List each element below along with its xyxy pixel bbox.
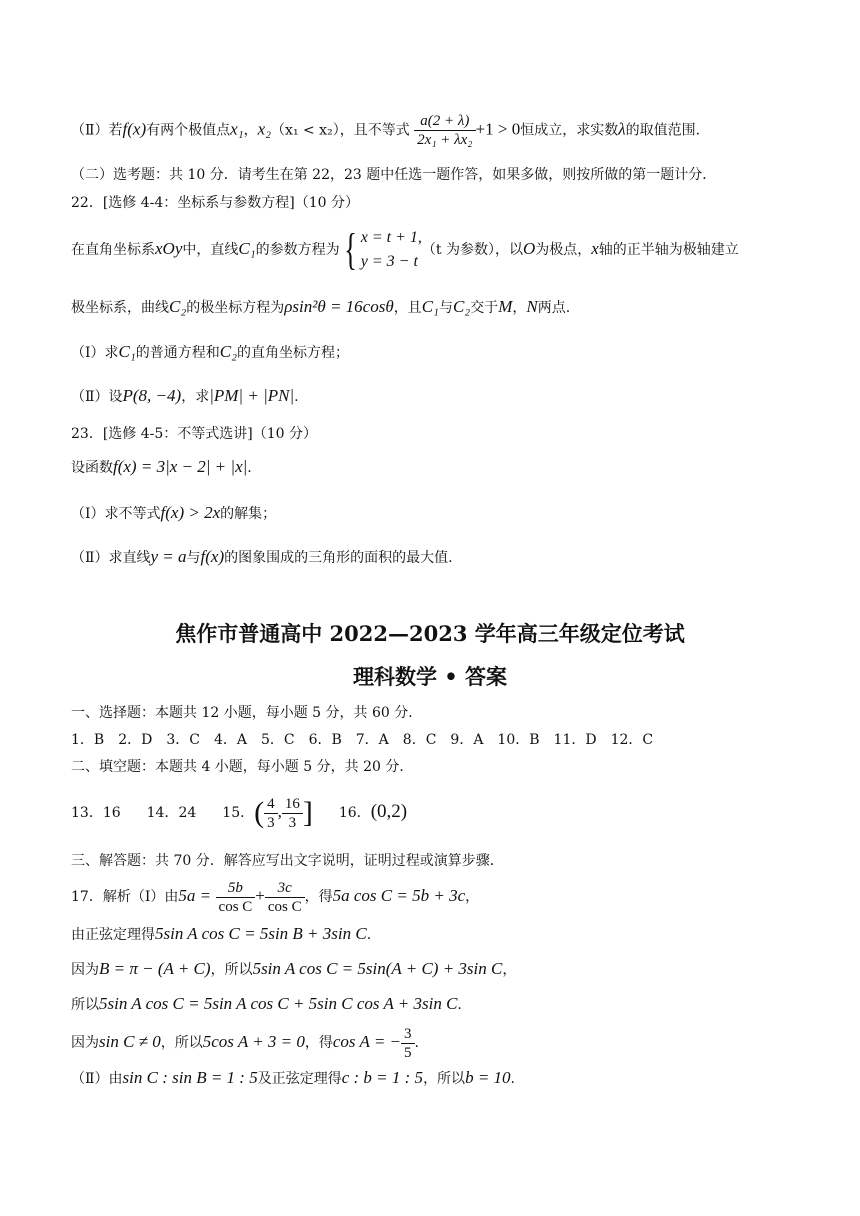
math-C2: C₂ — [452, 297, 471, 316]
math: + — [255, 886, 265, 905]
text: ，得 — [304, 889, 333, 905]
text: 因为 — [71, 1035, 99, 1051]
text: 15． — [222, 805, 255, 821]
math-abs: |PM| + |PN| — [209, 386, 295, 405]
text: 有两个极值点 — [146, 122, 231, 139]
text: 的图象围成的三角形的面积的最大值. — [224, 550, 453, 566]
math: c : b = 1 : 5 — [341, 1068, 424, 1087]
s17-line3 — [71, 959, 516, 980]
text: . — [366, 927, 372, 943]
ans-section2-header: 二、填空题：本题共 4 小题，每小题 5 分，共 20 分． — [71, 759, 414, 775]
text: ，所以 — [210, 962, 253, 978]
text: 由正弦定理得 — [71, 927, 155, 943]
text: 在直角坐标系 — [71, 242, 155, 258]
q23-line1 — [71, 457, 252, 478]
math-C2: C₂ — [169, 297, 187, 316]
q21-part2-line — [71, 112, 700, 149]
text: 两点. — [537, 300, 571, 316]
fraction: $\frac{3}{5}$ — [401, 1025, 415, 1062]
s17-line4 — [71, 994, 462, 1015]
s17-line1 — [71, 876, 479, 917]
math: B = π − (A + C) — [99, 959, 211, 978]
text: 因为 — [71, 962, 99, 978]
s17-line2 — [71, 924, 371, 945]
fraction: $\frac{a(2 + \lambda)}{\text{2x₁ + λx₂}}$ — [414, 112, 475, 149]
text: 14．24 — [146, 805, 197, 821]
text: （Ⅱ）若 — [71, 122, 123, 139]
math: sin C : sin B = 1 : 5 — [122, 1068, 258, 1087]
text: ， — [243, 122, 258, 139]
math: b = 10 — [465, 1068, 511, 1087]
text: ，且不等式 — [339, 122, 410, 139]
text: . — [414, 1035, 419, 1051]
section-2-header: （二）选考题：共 10 分．请考生在第 22，23 题中任选一题作答，如果多做，则按所做的第一题计分． — [71, 167, 717, 183]
math: 5sin A cos C = 5sin A cos C + 5sin C cos A + 3sin C — [99, 994, 458, 1013]
fraction: $\frac{3c}{\text{cos C}}$ — [265, 879, 305, 916]
text: ，且 — [393, 300, 422, 316]
text: ，所以 — [160, 1035, 203, 1051]
math: 5a cos C = 5b + 3c — [332, 886, 466, 905]
math-gt: +1 > 0 — [475, 119, 521, 139]
text: （Ⅰ）求不等式 — [71, 506, 161, 522]
text: 17．解析（Ⅰ）由 — [71, 889, 179, 905]
math-C1: C₁ — [118, 342, 136, 361]
q22-part1 — [71, 342, 349, 363]
math-C1: C₁ — [238, 239, 256, 258]
text: 所以 — [71, 997, 99, 1013]
math-func: f(x) = 3|x − 2| + |x| — [113, 457, 248, 476]
text: . — [294, 389, 299, 405]
text: ，所以 — [423, 1071, 466, 1087]
fraction: $\frac{5b}{\text{cos C}}$ — [216, 879, 256, 916]
math: 5sin A cos C = 5sin B + 3sin C — [155, 924, 367, 943]
fraction: $\frac{4}{3}$ — [264, 795, 278, 832]
text: 16． — [338, 805, 371, 821]
text: 设函数 — [71, 460, 113, 476]
text: （Ⅱ）由 — [71, 1071, 123, 1087]
text: 及正弦定理得 — [257, 1071, 342, 1087]
answer-subtitle: 理科数学 • 答案 — [352, 664, 508, 689]
math-xOy: xOy — [155, 239, 183, 258]
math-x1: x₁ — [230, 119, 244, 139]
math-lambda: λ — [618, 119, 626, 139]
math-P: P(8, −4) — [122, 386, 182, 405]
text: . — [247, 460, 252, 476]
math-cond: （x₁ < x₂） — [271, 122, 340, 139]
answer-title: 焦作市普通高中 2022—2023 学年高三年级定位考试 — [175, 621, 685, 646]
text: 与 — [186, 550, 201, 566]
text: 与 — [438, 300, 453, 316]
math-C2: C₂ — [219, 342, 238, 361]
text: 交于 — [470, 300, 499, 316]
text: 的极坐标方程为 — [186, 300, 285, 316]
text: 的取值范围. — [625, 122, 701, 139]
s17-line5 — [71, 1022, 419, 1063]
text: 的解集； — [220, 506, 277, 522]
text: 恒成立，求实数 — [520, 122, 619, 139]
text: . — [510, 1071, 515, 1087]
math-N: N — [526, 297, 538, 316]
q22-part2 — [71, 386, 299, 407]
text: 轴的正半轴为极轴建立 — [598, 242, 739, 258]
ans-fill-list: 13．16 14．24 15．( $\frac{4}{3}$ , $\frac{16}{3}$ ] 16．(0,2) — [71, 795, 408, 831]
bracket-close: ] — [302, 796, 313, 829]
text: （t 为参数），以 — [421, 242, 523, 258]
math-polar: ρsin²θ = 16cosθ — [284, 297, 394, 316]
ans-section1-header: 一、选择题：本题共 12 小题，每小题 5 分，共 60 分． — [71, 705, 423, 721]
math-O: O — [522, 239, 536, 258]
text: 为极点， — [535, 242, 592, 258]
text: 的普通方程和 — [135, 345, 220, 361]
text: （Ⅱ）设 — [71, 389, 123, 405]
math: cos A = − — [332, 1032, 402, 1051]
q22-line2 — [71, 297, 570, 318]
math-x: x — [591, 239, 599, 258]
bracket-open: ( — [254, 796, 265, 829]
text: （Ⅱ）求直线 — [71, 550, 151, 566]
text: ， — [512, 300, 527, 316]
math: 5cos A + 3 = 0 — [202, 1032, 305, 1051]
text: ， — [502, 962, 517, 978]
text: 13．16 — [71, 805, 121, 821]
math-ineq: f(x) > 2x — [160, 503, 221, 522]
text: . — [457, 997, 462, 1013]
math: sin C ≠ 0 — [99, 1032, 161, 1051]
math: 5a = — [178, 886, 212, 905]
text: ，得 — [304, 1035, 333, 1051]
math-fx: f(x) — [122, 119, 147, 139]
math-fx: f(x) — [200, 547, 225, 566]
math-interval: (0,2) — [370, 801, 408, 822]
ans-section3-header: 三、解答题：共 70 分．解答应写出文字说明，证明过程或演算步骤． — [71, 853, 504, 869]
math-M: M — [498, 297, 513, 316]
text: 的参数方程为 — [255, 242, 340, 258]
q23-part1 — [71, 503, 276, 524]
q23-header: 23．[选修 4-5：不等式选讲]（10 分） — [71, 426, 317, 442]
q22-line1 — [71, 226, 739, 274]
equation-system: x = t + 1, y = 3 − t — [360, 229, 422, 270]
text: （Ⅰ）求 — [71, 345, 119, 361]
text: ， — [465, 889, 480, 905]
ans-choice-list: 1．B 2．D 3．C 4．A 5．C 6．B 7．A 8．C 9．A 10．B 11．D 12．C — [71, 732, 654, 748]
q23-part2 — [71, 547, 453, 568]
text: ，求 — [181, 389, 210, 405]
brace-icon: { — [343, 225, 357, 274]
math-x2: x₂ — [257, 119, 272, 139]
text: 极坐标系，曲线 — [71, 300, 169, 316]
text: 中，直线 — [182, 242, 239, 258]
math: 5sin A cos C = 5sin(A + C) + 3sin C — [252, 959, 503, 978]
s17-line6 — [71, 1068, 515, 1089]
fraction: $\frac{16}{3}$ — [282, 795, 303, 832]
q22-header: 22．[选修 4-4：坐标系与参数方程]（10 分） — [71, 195, 359, 211]
math-C1: C₁ — [421, 297, 439, 316]
math-ya: y = a — [150, 547, 187, 566]
text: 的直角坐标方程； — [237, 345, 350, 361]
